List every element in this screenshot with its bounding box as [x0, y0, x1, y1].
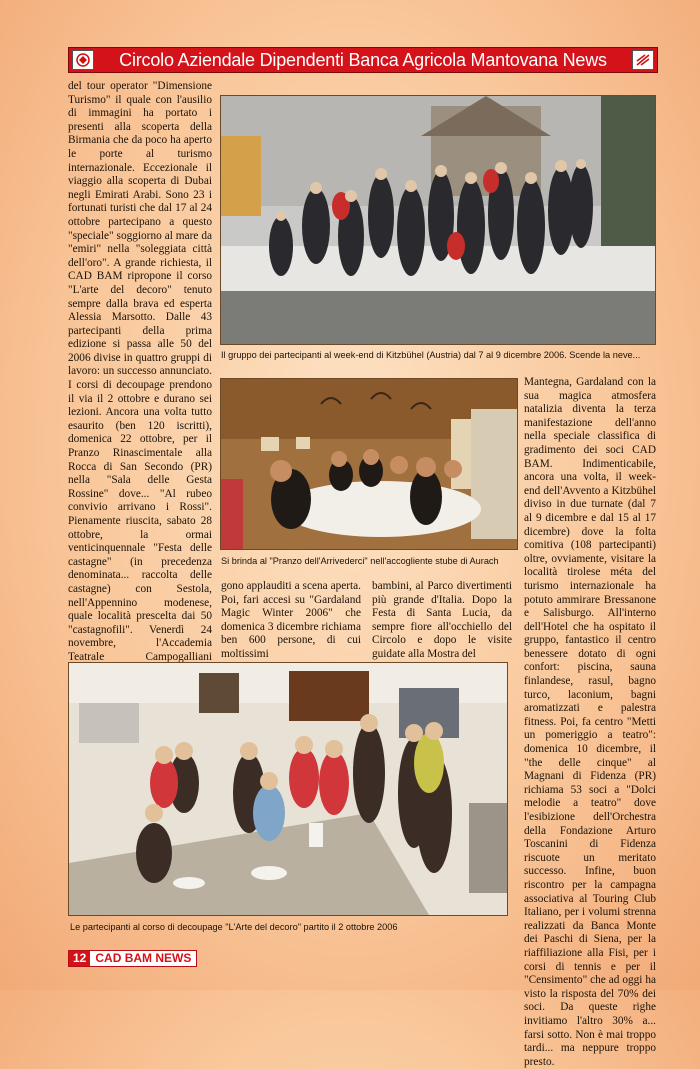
masthead-title: Circolo Aziendale Dipendenti Banca Agricola Mantovana News — [119, 49, 607, 70]
cad-logo-icon — [72, 50, 94, 70]
photo-kitzbuhel-group — [220, 95, 656, 345]
article-column-left: del tour operator "Dimensione Turismo" il quale con l'ausilio di immagini ha portato i presenti alla scoperta della Birmania che da poco ha aperto le porte al turismo internazionale. Eccezionale il viaggio alla scoperta di Dubai negli Emirati Arabi. Sono 23 i fortunati turisti che dal 17 al 24 ottobre partecipano a questo "speciale" soggiorno al mare da "emiri" nella "soleggiata città dell'oro". A grande richiesta, il CAD BAM ripropone il corso "L'arte del decoro" tenuto sempre dalla brava ed esperta Alessia Marsotto. Dalle 43 partecipanti della prima edizione si passa alle 50 del 2006 divise in quattro gruppi di lavoro: un successo annunciato. I corsi di decoupage prendono il via il 2 ottobre e durano sei lezioni. Ancora una volta tutto esaurito (ben 120 iscritti), domenica 22 ottobre, per il Pranzo Rinascimentale alla Rocca di San Secondo (PR) nella "Sala delle Gesta Rossine" dove... "Al rubeo convivio arrivano i Rossi". Pienamente riuscita, sabato 28 ottobre, la ormai venticinquennale "Festa delle castagne" (in precedenza denominata... raccolta delle castagne) con Sestola, nell'Appennino modenese, quale località prescelta dai 50 "castagnofili". Venerdì 24 novembre, l'Accademia Teatrale Campogalliani — [68, 80, 212, 663]
page-footer — [68, 950, 197, 967]
article-column-mid-2: bambini, al Parco divertimenti più grande d'Italia. Dopo la Festa di Santa Lucia, da sempre fiore all'occhiello del Circolo e dopo le visite guidate alla Mostra del — [372, 580, 512, 660]
footer-brand: CAD BAM NEWS — [90, 951, 196, 966]
photo-aurach-dinner — [220, 378, 518, 550]
page-number: 12 — [69, 951, 90, 966]
article-column-right: Mantegna, Gardaland con la sua magica atmosfera natalizia diventa la terza manifestazione dell'anno nella speciale classifica di gradimento dei soci CAD BAM. Indimenticabile, ancora una volta, il week-end dell'Avvento a Kitzbühel diviso in due turnate (dal 7 al 9 dicembre e dal 15 al 17 dicembre) dove la folta comitiva (108 partecipanti) oltre, ovviamente, visitare la località tirolese méta del turismo internazionale ha potuto ammirare Bressanone e Salisburgo. All'interno dell'Hotel che ha ospitato il gruppo, fantastico il centro benessere dotato di ogni confort: piscina, sauna finlandese, rasul, bagno turco, laconium, bagni aromatizzati e palestra fitness. Poi, fa centro "Metti un pomeriggio a teatro": domenica 10 dicembre, il "the delle cinque" al Magnani di Fidenza (PR) richiama 53 soci a "Dolci melodie a teatro" dove l'esibizione dell'Orchestra della Fondazione Arturo Toscanini di Fidenza riscuote un meritato successo. Infine, buon riscontro per la campagna associativa al Touring Club Italiano, per i volumi strenna realizzati da Banca Monte dei Paschi di Siena, per la riaffiliazione alla Fisi, per i corsi di tennis e per il "Censimento" che ad oggi ha visto la risposta del 70% dei soci. Da queste righe invitiamo l'altro 30% a... farsi sotto. Non è mai troppo tardi... ma neppure troppo presto. — [524, 376, 656, 1068]
caption-top-photo: Il gruppo dei partecipanti al week-end di Kitzbühel (Austria) dal 7 al 9 dicembre 2006. Scende la neve... — [221, 350, 641, 360]
photo-decoupage-course — [68, 662, 508, 916]
caption-middle-photo: Si brinda al "Pranzo dell'Arrivederci" nell'accogliente stube di Aurach — [221, 556, 499, 566]
article-column-mid-1: gono applauditi a scena aperta. Poi, fari accesi su "Gardaland Magic Winter 2006" che domenica 3 dicembre richiama ben 600 persone, di cui moltissimi — [221, 580, 361, 660]
masthead-bar — [68, 47, 658, 73]
caption-bottom-photo: Le partecipanti al corso di decoupage "L'Arte del decoro" partito il 2 ottobre 2006 — [70, 922, 398, 932]
bank-logo-icon — [632, 50, 654, 70]
